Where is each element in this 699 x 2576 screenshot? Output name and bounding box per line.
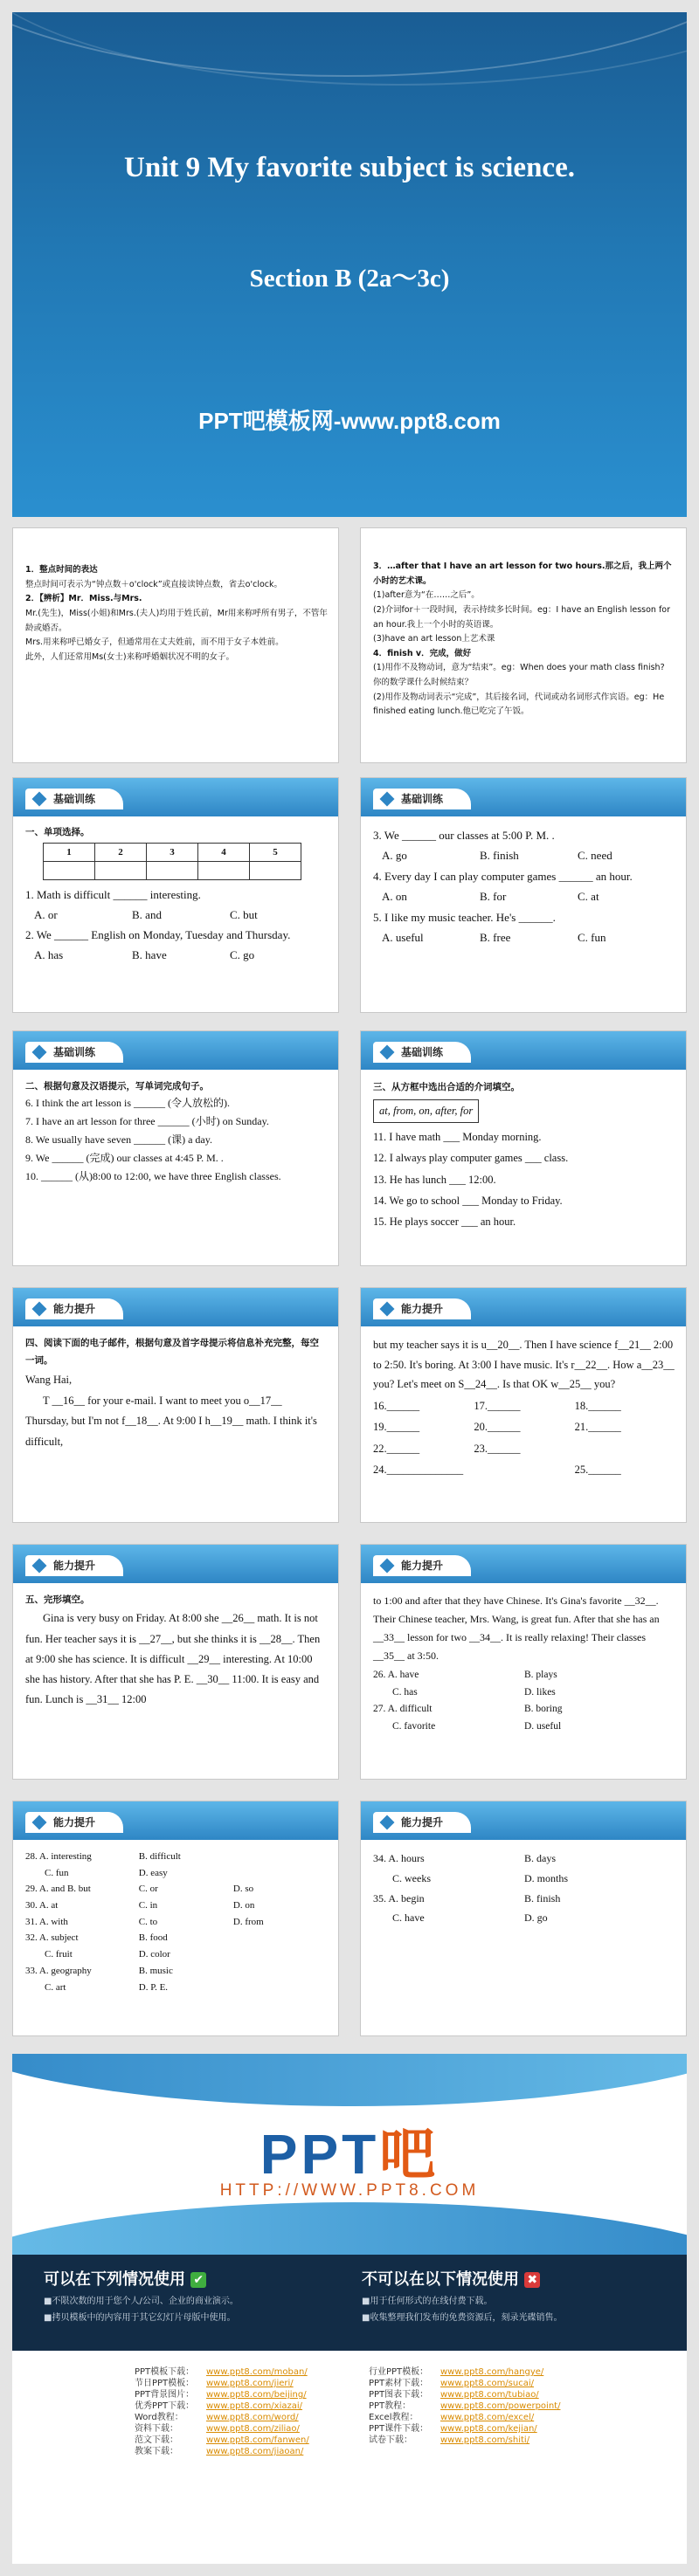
- option[interactable]: A. or: [34, 908, 58, 922]
- resource-link[interactable]: www.ppt8.com/hangye/: [440, 2367, 544, 2377]
- resource-link[interactable]: www.ppt8.com/ziliao/: [206, 2424, 300, 2434]
- basic-slide-1: [12, 777, 339, 1013]
- option[interactable]: C. to: [138, 1916, 158, 1927]
- checkmark-icon: ✔: [190, 2272, 206, 2288]
- banner-label: 能力提升: [53, 1816, 96, 1829]
- banner-label: 能力提升: [401, 1816, 444, 1829]
- question: 1. Math is difficult ______ interesting.: [25, 888, 201, 902]
- option[interactable]: C. art: [45, 1981, 66, 1993]
- note-line: (1)after意为“在……之后”。: [373, 590, 480, 601]
- resource-link[interactable]: www.ppt8.com/sucai/: [440, 2379, 535, 2388]
- section-heading: 一、单项选择。: [25, 827, 90, 837]
- cannot-use-title: 不可以在以下情况使用: [362, 2270, 519, 2289]
- resource-link[interactable]: www.ppt8.com/kejian/: [440, 2424, 537, 2434]
- note-line: 整点时间可表示为“钟点数＋o'clock”或直接读钟点数，省去o'clock。: [25, 579, 282, 589]
- ability-slide-1: [12, 1287, 339, 1523]
- section-subtitle: Section B (2a～3c): [249, 265, 450, 293]
- answer-cell[interactable]: [250, 862, 301, 880]
- cannot-use-line: ■用于任何形式的在线付费下载。: [362, 2297, 493, 2306]
- note-line: Mr.(先生)，Miss(小姐)和Mrs.(夫人)均用于姓氏前，Mr用来称呼所有男子，不管年龄或婚否。: [25, 608, 328, 633]
- resource-link[interactable]: www.ppt8.com/excel/: [440, 2413, 535, 2422]
- option[interactable]: 33. A. geography: [25, 1965, 92, 1976]
- slide-banner: [361, 1031, 686, 1070]
- resource-link[interactable]: www.ppt8.com/xiazai/: [206, 2401, 303, 2411]
- link-label: Excel教程：: [369, 2413, 419, 2422]
- option[interactable]: C. in: [138, 1900, 158, 1911]
- email-paragraph: T __16__ for your e-mail. I want to meet you o__17__ Thursday, but I'm not f__18__. At 9:00 I h__19__ math. I think it's difficult,: [25, 1394, 317, 1449]
- option[interactable]: 29. A. and B. but: [25, 1884, 91, 1895]
- ability-slide-6: [360, 1801, 687, 2036]
- option[interactable]: D. P. E.: [138, 1981, 169, 1993]
- ability-slide-4: [360, 1544, 687, 1780]
- answer-cell[interactable]: [44, 862, 95, 880]
- diamond-icon: [32, 1559, 47, 1574]
- diamond-icon: [380, 792, 395, 807]
- link-label: PPT课件下载：: [369, 2424, 429, 2434]
- slide-banner: [361, 1288, 686, 1326]
- banner-label: 基础训练: [53, 1046, 96, 1058]
- note-line: (2)用作及物动词表示“完成”，其后接名词，代词或动名词形式作宾语。eg：He finished eating lunch.他已吃完了午饭。: [373, 692, 665, 717]
- diamond-icon: [380, 1559, 395, 1574]
- option[interactable]: D. useful: [524, 1720, 562, 1732]
- option[interactable]: 28. A. interesting: [25, 1851, 92, 1862]
- question: 11. I have math ___ Monday morning.: [373, 1130, 542, 1143]
- option[interactable]: B. free: [480, 930, 511, 944]
- question: 2. We ______ English on Monday, Tuesday and Thursday.: [25, 927, 291, 941]
- section-heading: 三、从方框中选出合适的介词填空。: [373, 1082, 520, 1092]
- link-label: 试卷下载：: [369, 2435, 412, 2445]
- banner-label: 能力提升: [401, 1560, 444, 1572]
- question: 15. He plays soccer ___ an hour.: [373, 1216, 516, 1229]
- diamond-icon: [32, 1045, 47, 1060]
- option[interactable]: B. food: [138, 1932, 168, 1944]
- answer-table: [43, 843, 301, 880]
- slide-banner: [361, 1545, 686, 1583]
- banner-label: 基础训练: [53, 793, 96, 805]
- slide-banner: [13, 1545, 338, 1583]
- note-line: 3．…after that I have an art lesson for two hours.那之后，我上两个小时的艺术课。: [373, 561, 672, 586]
- resource-link[interactable]: www.ppt8.com/powerpoint/: [440, 2401, 561, 2411]
- slide-banner: [13, 778, 338, 816]
- resource-link[interactable]: www.ppt8.com/shiti/: [440, 2435, 530, 2445]
- link-label: PPT模板下载：: [135, 2367, 195, 2377]
- option[interactable]: A. useful: [382, 930, 424, 944]
- decorative-curve: [12, 2054, 687, 2106]
- logo-slide: [12, 2054, 687, 2255]
- answer-cell[interactable]: [147, 862, 198, 880]
- section-heading: 四、阅读下面的电子邮件，根据句意及首字母提示将信息补充完整，每空一词。: [25, 1338, 319, 1366]
- option[interactable]: D. on: [232, 1900, 255, 1911]
- option[interactable]: B. boring: [524, 1704, 563, 1715]
- question: 9. We ______ (完成) our classes at 4:45 P. M. .: [25, 1152, 224, 1165]
- option[interactable]: 30. A. at: [25, 1900, 59, 1911]
- resource-link[interactable]: www.ppt8.com/beijing/: [206, 2390, 307, 2400]
- option[interactable]: D. so: [232, 1884, 254, 1895]
- note-line: (1)用作不及物动词，意为“结束”。eg：When does your math class finish? 你的数学课什么时候结束？: [373, 663, 665, 687]
- site-credit: PPT吧模板网-www.ppt8.com: [198, 408, 501, 434]
- note-line: Mrs.用来称呼已婚女子，但通常用在丈夫姓前，而不用于女子本姓前。: [25, 637, 284, 648]
- can-use-line: ■拷贝模板中的内容用于其它幻灯片母版中使用。: [44, 2313, 236, 2323]
- note-line: 2．【辨析】Mr．Miss.与Mrs.: [25, 594, 142, 604]
- resource-link[interactable]: www.ppt8.com/moban/: [206, 2367, 308, 2377]
- option[interactable]: C. fun: [45, 1867, 69, 1878]
- link-label: PPT教程：: [369, 2401, 412, 2411]
- section-heading: 二、根据句意及汉语提示，写单词完成句子。: [25, 1081, 209, 1092]
- option[interactable]: 32. A. subject: [25, 1932, 79, 1944]
- option[interactable]: 27. A. difficult: [373, 1704, 433, 1715]
- ability-slide-2: [360, 1287, 687, 1523]
- link-label: 节日PPT模板：: [135, 2379, 195, 2388]
- question: 4. Every day I can play computer games ______ an hour.: [373, 869, 633, 883]
- note-line: 1．整点时间的表达: [25, 565, 98, 575]
- option[interactable]: 26. A. have: [373, 1670, 419, 1680]
- resource-link[interactable]: www.ppt8.com/jieri/: [206, 2379, 294, 2388]
- answer-blank[interactable]: 16.______: [373, 1399, 420, 1412]
- option[interactable]: D. months: [524, 1871, 569, 1884]
- decorative-curve: [12, 2202, 687, 2255]
- option[interactable]: D. go: [524, 1911, 548, 1925]
- ability-slide-3: [12, 1544, 339, 1780]
- link-label: 教案下载：: [135, 2447, 178, 2456]
- answer-cell-number: 3: [147, 844, 198, 862]
- email-paragraph: but my teacher says it is u__20__. Then I have science f__21__ 2:00 to 2:50. It's boring. At 3:00 I have music. It's r__22__. How a__23__ you? Let's meet on S__24__. Is that OK w__25__ you?: [373, 1339, 675, 1390]
- option[interactable]: C. need: [578, 849, 612, 863]
- basic-slide-4: [360, 1030, 687, 1266]
- link-label: PPT图表下载：: [369, 2390, 429, 2400]
- banner-label: 能力提升: [53, 1303, 96, 1315]
- diamond-icon: [380, 1815, 395, 1830]
- option[interactable]: C. favorite: [392, 1720, 436, 1732]
- question: 12. I always play computer games ___ class.: [373, 1152, 569, 1165]
- question: 8. We usually have seven ______ (课) a day.: [25, 1133, 212, 1147]
- basic-slide-3: [12, 1030, 339, 1266]
- basic-slide-2: [360, 777, 687, 1013]
- option[interactable]: B. finish: [524, 1891, 561, 1904]
- decorative-wave: [12, 12, 687, 86]
- answer-cell[interactable]: [198, 862, 250, 880]
- link-label: 资料下载：: [135, 2424, 178, 2434]
- note-line: 此外，人们还常用Ms(女士)来称呼婚姻状况不明的女子。: [25, 651, 235, 662]
- option[interactable]: 31. A. with: [25, 1916, 68, 1927]
- option[interactable]: D. from: [232, 1916, 264, 1927]
- option[interactable]: C. has: [392, 1686, 418, 1698]
- section-heading: 五、完形填空。: [25, 1595, 90, 1605]
- answer-cell-number: 1: [44, 844, 95, 862]
- diamond-icon: [32, 792, 47, 807]
- resource-link[interactable]: www.ppt8.com/tubiao/: [440, 2390, 539, 2400]
- resource-link[interactable]: www.ppt8.com/jiaoan/: [206, 2447, 304, 2456]
- answer-blank[interactable]: 25.______: [574, 1464, 621, 1476]
- option[interactable]: B. plays: [524, 1670, 557, 1680]
- option[interactable]: B. and: [132, 908, 162, 922]
- option[interactable]: A. go: [382, 849, 407, 863]
- option[interactable]: D. likes: [524, 1686, 556, 1698]
- answer-blank[interactable]: 22.______: [373, 1442, 420, 1455]
- link-label: Word教程：: [135, 2413, 183, 2422]
- slide-banner: [361, 1801, 686, 1840]
- link-label: PPT背景图片：: [135, 2390, 195, 2400]
- resource-link[interactable]: www.ppt8.com/fanwen/: [206, 2435, 309, 2445]
- link-label: 范文下载：: [135, 2435, 178, 2445]
- option[interactable]: C. go: [230, 947, 255, 961]
- answer-blank[interactable]: 21.______: [574, 1421, 621, 1433]
- slide-banner: [13, 1031, 338, 1070]
- option[interactable]: A. has: [34, 947, 64, 961]
- ability-slide-5: [12, 1801, 339, 2036]
- answer-blank[interactable]: 23.______: [474, 1442, 521, 1455]
- question: 6. I think the art lesson is ______ (令人放松的).: [25, 1097, 230, 1110]
- option[interactable]: C. have: [392, 1911, 425, 1925]
- slide-banner: [361, 778, 686, 816]
- option[interactable]: B. finish: [480, 849, 519, 863]
- option[interactable]: 35. A. begin: [373, 1891, 425, 1904]
- cloze-paragraph: Gina is very busy on Friday. At 8:00 she __26__ math. It is not fun. Her teacher says it is __27__, but she thinks it is __28__. Then at 9:00 she has science. It is difficult __29__ interesting. At 10:00 she has history. After that she has P. E. __30__ 11:00. It is easy and fun. Lunch is __31__ 12:00: [25, 1612, 321, 1705]
- cloze-paragraph: to 1:00 and after that they have Chinese. It's Gina's favorite __32__. Their Chinese teacher, Mrs. Wang, is great fun. After that she has an __33__ lesson for two __34__. It is really relaxing! Their classes __35__ at 3:50.: [373, 1595, 660, 1662]
- question: 5. I like my music teacher. He's ______.: [373, 910, 556, 924]
- cannot-use-line: ■收集整理我们发布的免费资源后，刻录光碟销售。: [362, 2313, 563, 2323]
- option[interactable]: B. days: [524, 1852, 556, 1864]
- note-line: (2)介词for＋一段时间，表示持续多长时间。eg：I have an English lesson for an hour.我上一个小时的英语课。: [373, 604, 671, 630]
- question: 13. He has lunch ___ 12:00.: [373, 1173, 496, 1186]
- option[interactable]: C. fun: [578, 930, 606, 944]
- option[interactable]: C. fruit: [45, 1949, 73, 1960]
- option[interactable]: C. at: [578, 890, 599, 904]
- note-line: 4．finish v．完成，做好: [373, 648, 472, 658]
- option[interactable]: B. music: [138, 1965, 173, 1976]
- slide-banner: [13, 1288, 338, 1326]
- can-use-line: ■不限次数的用于您个人/公司、企业的商业演示。: [44, 2297, 239, 2306]
- option[interactable]: B. difficult: [138, 1851, 181, 1862]
- banner-label: 基础训练: [401, 793, 444, 805]
- answer-blank[interactable]: 20.______: [474, 1421, 521, 1433]
- title-slide: [12, 12, 687, 517]
- answer-blank[interactable]: 17.______: [474, 1399, 521, 1412]
- notes-slide-right: [360, 527, 687, 763]
- usage-terms: [12, 2255, 687, 2351]
- option[interactable]: C. but: [230, 908, 258, 922]
- link-label: PPT素材下载：: [369, 2379, 429, 2388]
- note-line: (3)have an art lesson上艺术课: [373, 634, 495, 644]
- answer-cell-number: 5: [250, 844, 301, 862]
- option[interactable]: B. have: [132, 947, 167, 961]
- question: 10. ______ (从)8:00 to 12:00, we have three English classes.: [25, 1170, 281, 1183]
- diamond-icon: [32, 1815, 47, 1830]
- can-use-title: 可以在下列情况使用: [44, 2270, 185, 2289]
- answer-blank[interactable]: 18.______: [574, 1399, 621, 1412]
- diamond-icon: [32, 1302, 47, 1317]
- question: 14. We go to school ___ Monday to Friday.: [373, 1194, 563, 1207]
- diamond-icon: [380, 1045, 395, 1060]
- slide-banner: [13, 1801, 338, 1840]
- answer-cell-number: 4: [198, 844, 250, 862]
- diamond-icon: [380, 1302, 395, 1317]
- question: 7. I have an art lesson for three ______ (小时) on Sunday.: [25, 1115, 269, 1128]
- email-greeting: Wang Hai,: [25, 1373, 73, 1386]
- cross-icon: ✖: [524, 2272, 540, 2288]
- answer-cell[interactable]: [95, 862, 147, 880]
- option[interactable]: 34. A. hours: [373, 1852, 425, 1864]
- answer-cell-number: 2: [95, 844, 147, 862]
- logo-url[interactable]: HTTP://WWW.PPT8.COM: [219, 2181, 480, 2200]
- answer-blank[interactable]: 24.______________: [373, 1464, 464, 1476]
- page-title: Unit 9 My favorite subject is science.: [124, 152, 575, 183]
- question: 3. We ______ our classes at 5:00 P. M. .: [373, 829, 555, 842]
- option[interactable]: A. on: [382, 890, 407, 904]
- option[interactable]: B. for: [480, 890, 507, 904]
- notes-slide-left: [12, 527, 339, 763]
- answer-blank[interactable]: 19.______: [373, 1421, 420, 1433]
- banner-label: 基础训练: [401, 1046, 444, 1058]
- word-box: at, from, on, after, for: [373, 1099, 479, 1122]
- ppt8-logo: PPT吧: [260, 2123, 439, 2187]
- banner-label: 能力提升: [401, 1303, 444, 1315]
- link-label: 行业PPT模板：: [369, 2367, 429, 2377]
- option[interactable]: C. or: [138, 1884, 158, 1895]
- option[interactable]: D. color: [138, 1949, 170, 1960]
- link-label: 优秀PPT下载：: [135, 2401, 195, 2411]
- option[interactable]: D. easy: [138, 1867, 168, 1878]
- resource-links: [12, 2351, 687, 2564]
- resource-link[interactable]: www.ppt8.com/word/: [206, 2413, 299, 2422]
- option[interactable]: C. weeks: [392, 1871, 431, 1884]
- banner-label: 能力提升: [53, 1560, 96, 1572]
